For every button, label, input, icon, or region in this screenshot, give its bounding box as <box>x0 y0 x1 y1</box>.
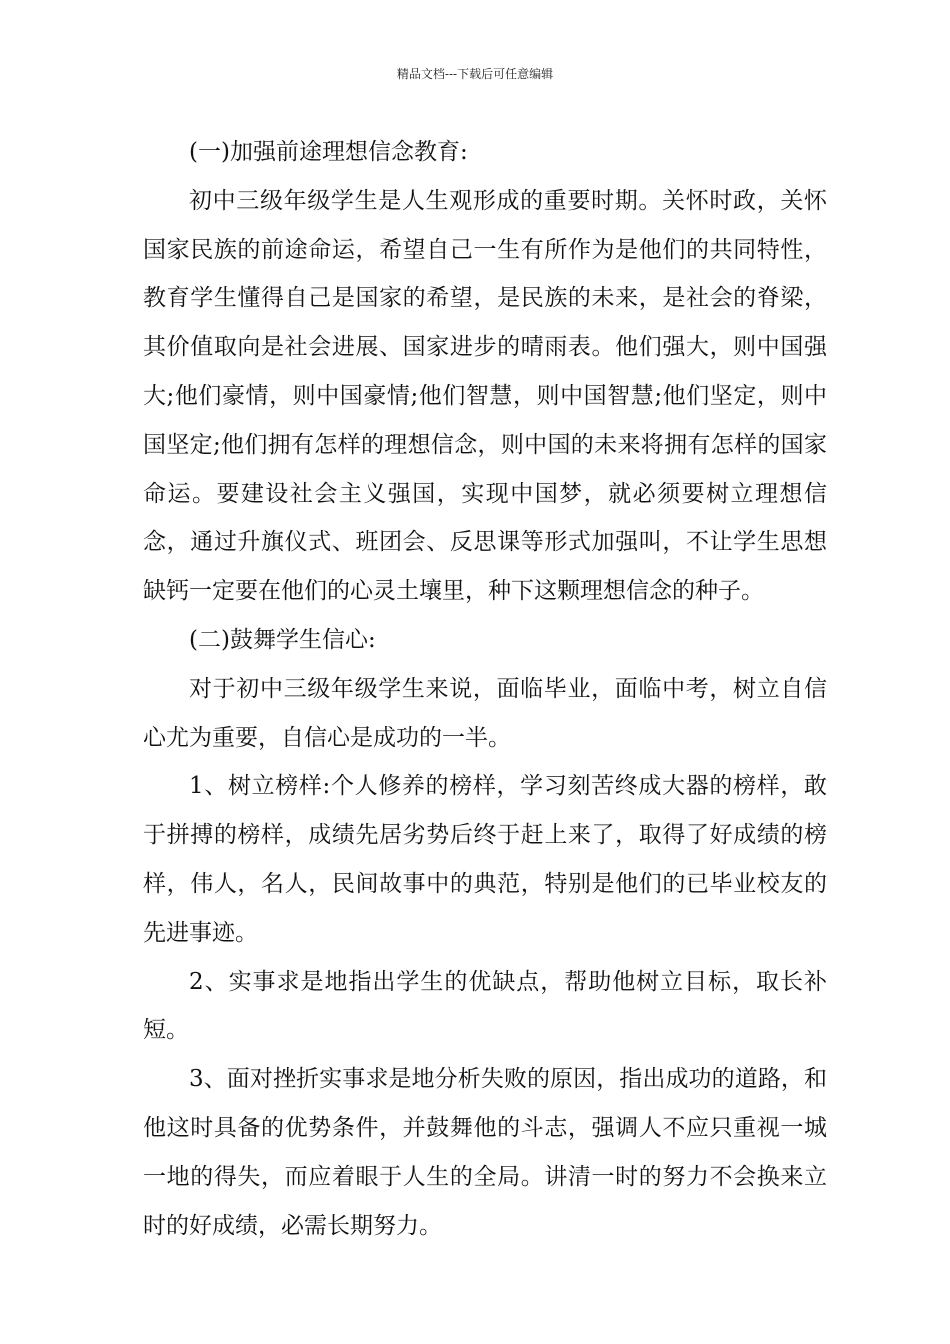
paragraph-ideals: 初中三级年级学生是人生观形成的重要时期。关怀时政，关怀国家民族的前途命运，希望自己一生有所作为是他们的共同特性，教育学生懂得自己是国家的希望，是民族的未来，是社会的脊梁，其价值取向是社会进展、国家进步的晴雨表。他们强大，则中国强大;他们豪情，则中国豪情;他们智慧，则中国智慧;他们坚定，则中国坚定;他们拥有怎样的理想信念，则中国的未来将拥有怎样的国家命运。要建设社会主义强国，实现中国梦，就必须要树立理想信念，通过升旗仪式、班团会、反思课等形式加强叫，不让学生思想缺钙一定要在他们的心灵土壤里，种下这颗理想信念的种子。 <box>143 187 827 605</box>
document-body <box>143 128 827 1250</box>
section-heading-1: (一)加强前途理想信念教育: <box>189 139 468 165</box>
page-header: 精品文档---下载后可任意编辑 <box>396 67 554 81</box>
list-item-1: 1、树立榜样:个人修养的榜样，学习刻苦终成大器的榜样，敢于拼搏的榜样，成绩先居劣势后终于赶上来了，取得了好成绩的榜样，伟人，名人，民间故事中的典范，特别是他们的已毕业校友的先进事迹。 <box>143 773 827 946</box>
list-item-2: 2、实事求是地指出学生的优缺点，帮助他树立目标，取长补短。 <box>143 968 827 1044</box>
paragraph-confidence: 对于初中三级年级学生来说，面临毕业，面临中考，树立自信心尤为重要，自信心是成功的一半。 <box>143 675 827 751</box>
list-item-3: 3、面对挫折实事求是地分析失败的原因，指出成功的道路，和他这时具备的优势条件，并鼓舞他的斗志，强调人不应只重视一城一地的得失，而应着眼于人生的全局。讲清一时的努力不会换来立时的好成绩，必需长期努力。 <box>143 1066 827 1239</box>
section-heading-2: (二)鼓舞学生信心: <box>189 626 376 653</box>
